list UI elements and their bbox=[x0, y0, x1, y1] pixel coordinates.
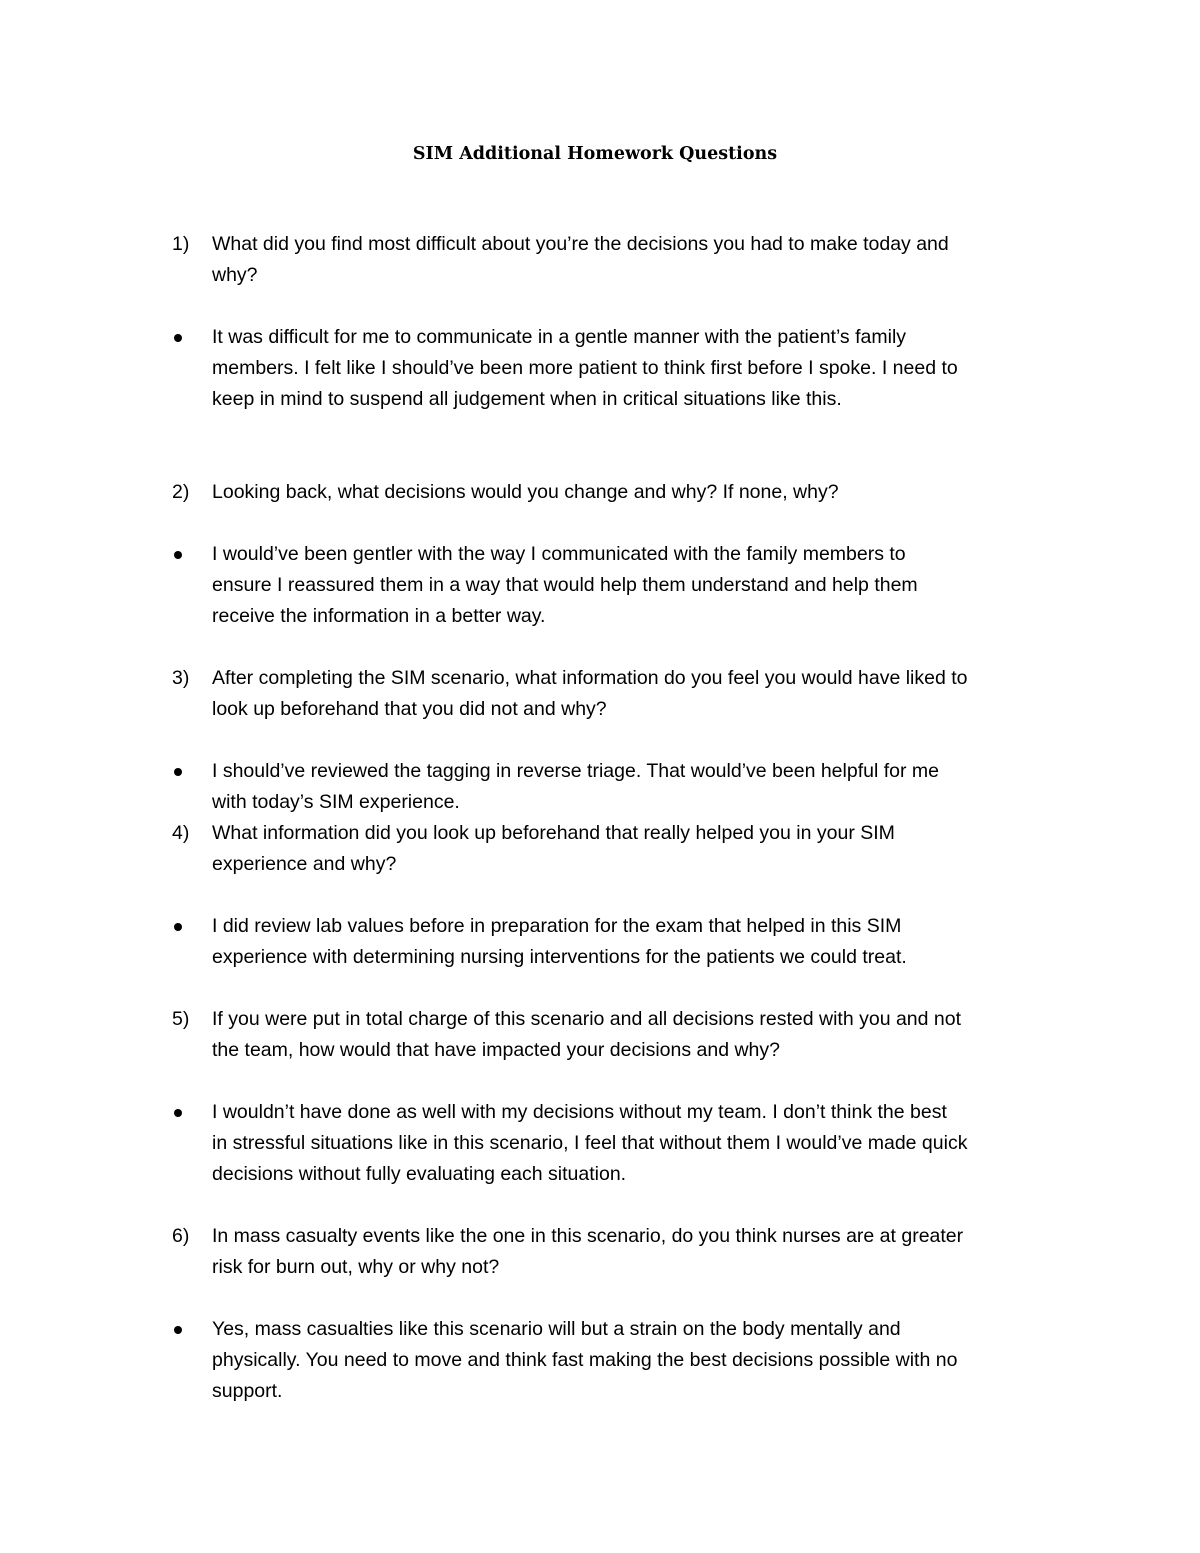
text-line: I should’ve reviewed the tagging in reverse triage. That would’ve been helpful for me bbox=[212, 760, 939, 782]
text-line: decisions without fully evaluating each situation. bbox=[212, 1163, 627, 1185]
bullet-icon bbox=[174, 334, 182, 342]
bullet-icon bbox=[174, 1326, 182, 1334]
text-line: It was difficult for me to communicate in a gentle manner with the patient’s family bbox=[212, 326, 907, 348]
question-number: 5) bbox=[172, 1008, 190, 1030]
bullet-icon bbox=[174, 1109, 182, 1117]
question-number: 1) bbox=[172, 233, 190, 255]
bullet-icon bbox=[174, 923, 182, 931]
question-number: 2) bbox=[172, 481, 190, 503]
answer-text bbox=[212, 1097, 1067, 1190]
answer-text bbox=[212, 322, 1067, 415]
question-text bbox=[212, 477, 1067, 508]
text-line: experience with determining nursing interventions for the patients we could treat. bbox=[212, 946, 907, 968]
question-text bbox=[212, 1221, 1067, 1283]
text-line: experience and why? bbox=[212, 853, 397, 875]
text-line: Yes, mass casualties like this scenario will but a strain on the body mentally and bbox=[212, 1318, 901, 1340]
text-line: why? bbox=[212, 264, 258, 286]
question-text bbox=[212, 818, 1067, 880]
text-line: If you were put in total charge of this scenario and all decisions rested with you and not bbox=[212, 1008, 962, 1030]
question-number: 4) bbox=[172, 822, 190, 844]
answer-text bbox=[212, 756, 1067, 818]
text-line: physically. You need to move and think fast making the best decisions possible with no bbox=[212, 1349, 958, 1371]
text-line: I did review lab values before in preparation for the exam that helped in this SIM bbox=[212, 915, 902, 937]
text-line: What information did you look up beforehand that really helped you in your SIM bbox=[212, 822, 895, 844]
question-text bbox=[212, 663, 1067, 725]
question-number: 6) bbox=[172, 1225, 190, 1247]
text-line: support. bbox=[212, 1380, 283, 1402]
answer-text bbox=[212, 911, 1067, 973]
bullet-icon bbox=[174, 768, 182, 776]
text-line: in stressful situations like in this scenario, I feel that without them I would’ve made quick bbox=[212, 1132, 968, 1154]
text-line: risk for burn out, why or why not? bbox=[212, 1256, 500, 1278]
question-text bbox=[212, 229, 1067, 291]
answer-text bbox=[212, 539, 1067, 632]
text-line: ensure I reassured them in a way that would help them understand and help them bbox=[212, 574, 918, 596]
text-line: I wouldn’t have done as well with my decisions without my team. I don’t think the best bbox=[212, 1101, 947, 1123]
text-line: keep in mind to suspend all judgement when in critical situations like this. bbox=[212, 388, 842, 410]
text-line: I would’ve been gentler with the way I communicated with the family members to bbox=[212, 543, 906, 565]
text-line: After completing the SIM scenario, what information do you feel you would have liked to bbox=[212, 667, 968, 689]
page-title: SIM Additional Homework Questions bbox=[412, 144, 778, 164]
text-line: receive the information in a better way. bbox=[212, 605, 546, 627]
text-line: look up beforehand that you did not and why? bbox=[212, 698, 607, 720]
question-text bbox=[212, 1004, 1067, 1066]
text-line: members. I felt like I should’ve been more patient to think first before I spoke. I need to bbox=[212, 357, 958, 379]
answer-text bbox=[212, 1314, 1067, 1407]
text-line: In mass casualty events like the one in this scenario, do you think nurses are at greater bbox=[212, 1225, 964, 1247]
question-number: 3) bbox=[172, 667, 190, 689]
text-line: Looking back, what decisions would you change and why? If none, why? bbox=[212, 481, 839, 503]
text-line: with today’s SIM experience. bbox=[212, 791, 460, 813]
bullet-icon bbox=[174, 551, 182, 559]
text-line: the team, how would that have impacted your decisions and why? bbox=[212, 1039, 780, 1061]
text-line: What did you find most difficult about you’re the decisions you had to make today and bbox=[212, 233, 949, 255]
